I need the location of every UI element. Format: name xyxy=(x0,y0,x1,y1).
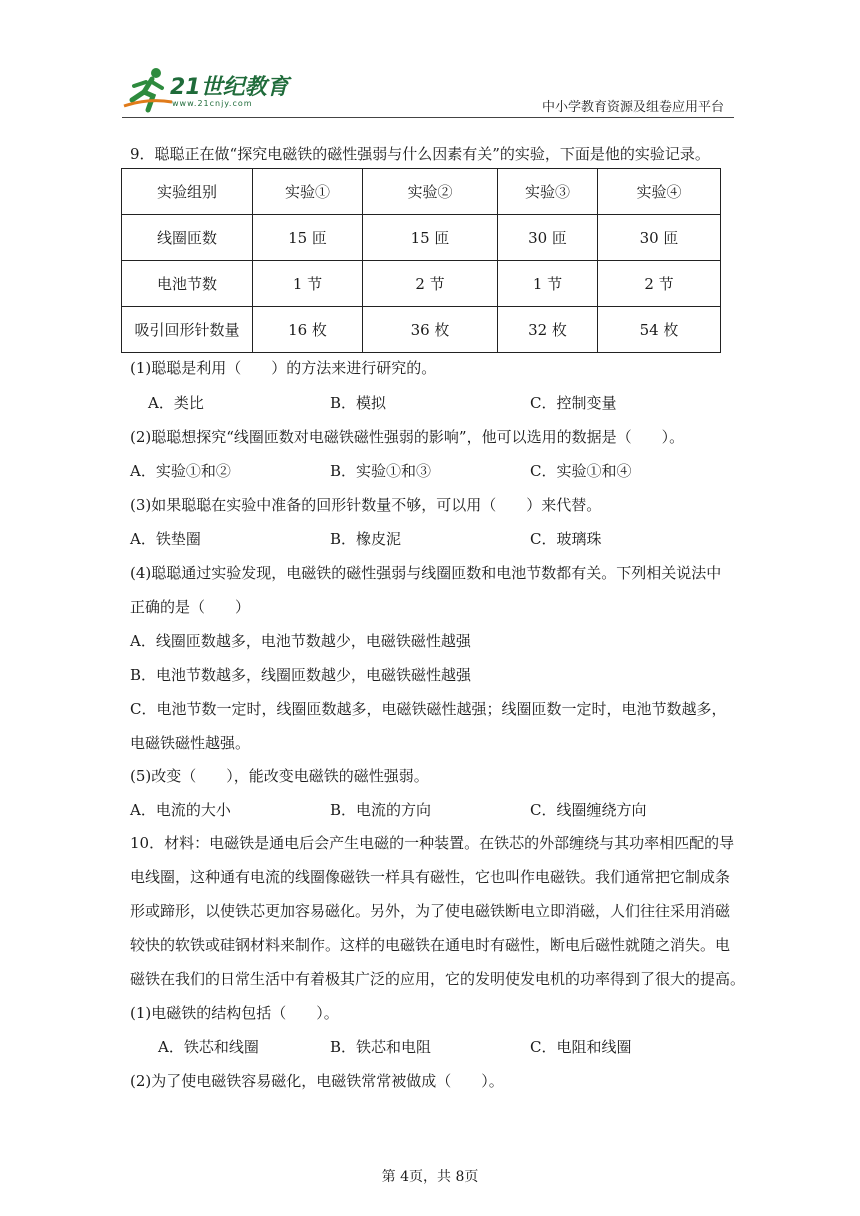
option-b: B．电流的方向 xyxy=(330,801,432,819)
q9-sub2-stem: (2)聪聪想探究“线圈匝数对电磁铁磁性强弱的影响”，他可以选用的数据是（ ）。 xyxy=(130,428,685,446)
option-c: C．电池节数一定时，线圈匝数越多，电磁铁磁性越强；线圈匝数一定时，电池节数越多， xyxy=(130,700,727,718)
option-a: A．铁垫圈 xyxy=(130,530,201,548)
q9-stem: 9．聪聪正在做“探究电磁铁的磁性强弱与什么因素有关”的实验，下面是他的实验记录。 xyxy=(130,145,710,163)
q10-sub1-stem: (1)电磁铁的结构包括（ ）。 xyxy=(130,1004,339,1022)
table-cell: 54 枚 xyxy=(598,307,721,353)
table-row xyxy=(122,307,721,353)
table-row xyxy=(122,215,721,261)
option-c-cont: 电磁铁磁性越强。 xyxy=(130,734,251,752)
table-cell: 30 匝 xyxy=(498,215,598,261)
table-row xyxy=(122,261,721,307)
table-cell: 30 匝 xyxy=(598,215,721,261)
page-header xyxy=(0,0,860,120)
q10-material-line: 形或蹄形，以使铁芯更加容易磁化。另外，为了使电磁铁断电立即消磁，人们往往采用消磁 xyxy=(130,902,731,920)
q9-sub1-stem: (1)聪聪是利用（ ）的方法来进行研究的。 xyxy=(130,359,437,377)
table-cell: 36 枚 xyxy=(363,307,498,353)
page-number: 第 4页，共 8页 xyxy=(381,1169,479,1185)
option-c: C．控制变量 xyxy=(530,394,617,412)
option-a: A．类比 xyxy=(148,394,204,412)
q9-sub3-stem: (3)如果聪聪在实验中准备的回形针数量不够，可以用（ ）来代替。 xyxy=(130,496,602,514)
experiment-table xyxy=(121,168,721,353)
logo-url: www.21cnjy.com xyxy=(172,99,253,108)
logo-text: 21世纪教育 xyxy=(170,75,289,100)
table-cell: 实验① xyxy=(253,169,363,215)
table-cell: 2 节 xyxy=(363,261,498,307)
option-c: C．线圈缠绕方向 xyxy=(530,801,647,819)
table-cell: 1 节 xyxy=(498,261,598,307)
table-cell: 吸引回形针数量 xyxy=(122,307,253,353)
option-c: C．实验①和④ xyxy=(530,462,632,480)
q9-sub4-stem-cont: 正确的是（ ） xyxy=(130,598,251,616)
table-cell: 实验③ xyxy=(498,169,598,215)
option-a: A．铁芯和线圈 xyxy=(158,1038,259,1056)
table-cell: 实验④ xyxy=(598,169,721,215)
logo xyxy=(122,66,292,118)
table-cell: 2 节 xyxy=(598,261,721,307)
table-cell: 15 匝 xyxy=(363,215,498,261)
table-header-row xyxy=(122,169,721,215)
table-cell: 15 匝 xyxy=(253,215,363,261)
option-c: C．电阻和线圈 xyxy=(530,1038,632,1056)
option-b: B．电池节数越多，线圈匝数越少，电磁铁磁性越强 xyxy=(130,666,472,684)
table-cell: 16 枚 xyxy=(253,307,363,353)
table-cell: 实验② xyxy=(363,169,498,215)
q10-material-line: 10．材料：电磁铁是通电后会产生电磁的一种装置。在铁芯的外部缠绕与其功率相匹配的导 xyxy=(130,834,735,852)
q10-material-line: 较快的软铁或硅钢材料来制作。这样的电磁铁在通电时有磁性，断电后磁性就随之消失。电 xyxy=(130,936,731,954)
option-c: C．玻璃珠 xyxy=(530,530,602,548)
q9-sub5-stem: (5)改变（ ），能改变电磁铁的磁性强弱。 xyxy=(130,767,429,785)
header-divider xyxy=(122,117,734,118)
q10-material-line: 电线圈，这种通有电流的线圈像磁铁一样具有磁性，它也叫作电磁铁。我们通常把它制成条 xyxy=(130,868,731,886)
table-cell: 电池节数 xyxy=(122,261,253,307)
table-cell: 1 节 xyxy=(253,261,363,307)
table-cell: 实验组别 xyxy=(122,169,253,215)
table-cell: 线圈匝数 xyxy=(122,215,253,261)
option-b: B．实验①和③ xyxy=(330,462,432,480)
option-b: B．铁芯和电阻 xyxy=(330,1038,432,1056)
option-b: B．橡皮泥 xyxy=(330,530,402,548)
option-a: A．电流的大小 xyxy=(130,801,231,819)
option-b: B．模拟 xyxy=(330,394,387,412)
q10-material-line: 磁铁在我们的日常生活中有着极其广泛的应用，它的发明使发电机的功率得到了很大的提高。 xyxy=(130,970,746,988)
option-a: A．线圈匝数越多，电池节数越少，电磁铁磁性越强 xyxy=(130,632,471,650)
q10-sub2-stem: (2)为了使电磁铁容易磁化，电磁铁常常被做成（ ）。 xyxy=(130,1072,504,1090)
q9-sub4-stem: (4)聪聪通过实验发现，电磁铁的磁性强弱与线圈匝数和电池节数都有关。下列相关说法中 xyxy=(130,564,722,582)
runner-logo-icon xyxy=(122,66,174,116)
platform-name: 中小学教育资源及组卷应用平台 xyxy=(541,100,724,115)
option-a: A．实验①和② xyxy=(130,462,231,480)
table-cell: 32 枚 xyxy=(498,307,598,353)
